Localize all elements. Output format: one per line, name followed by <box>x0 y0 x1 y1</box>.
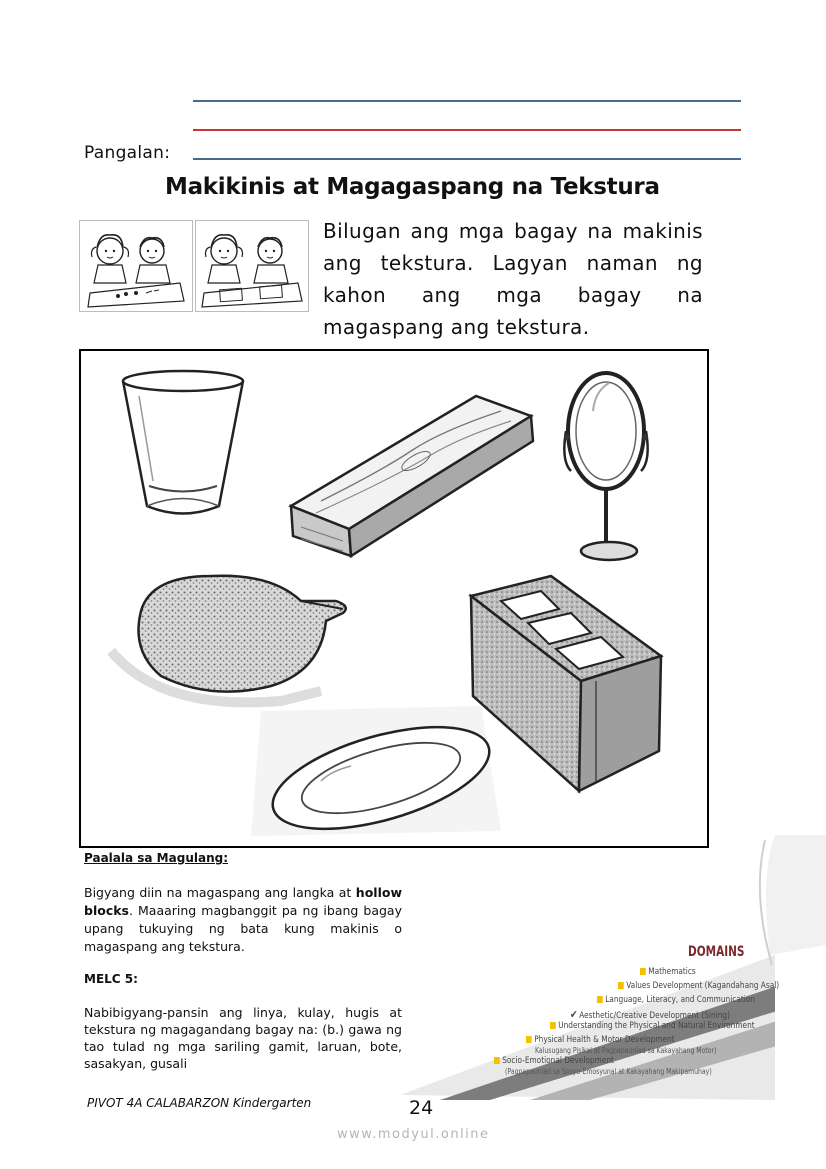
children-drawing-icon <box>195 220 309 312</box>
domains-title: DOMAINS <box>688 944 745 960</box>
bullet-square-icon <box>597 996 603 1003</box>
children-drawing-icon <box>79 220 193 312</box>
mirror-icon <box>564 373 648 560</box>
glass-icon <box>123 371 243 514</box>
domain-item: Understanding the Physical and Natural Environment <box>550 1021 755 1031</box>
domain-subtext: (Pagpapaunlad sa Sosyo-Emosyunal at Kakayahang Makipamuhay) <box>505 1067 712 1076</box>
page-title: Makikinis at Magagaspang na Tekstura <box>165 174 660 200</box>
footer-source: PIVOT 4A CALABARZON Kindergarten <box>87 1096 312 1110</box>
checkmark-icon: ✔ <box>570 1008 578 1021</box>
domain-subtext: Kalusugang Pisikal at Pagpapaunlad sa Kakayahang Motor) <box>535 1046 717 1055</box>
instruction-text: Bilugan ang mga bagay na makinis ang tekstura. Lagyan naman ng kahon ang mga bagay na magaspang ang tekstura. <box>323 219 703 339</box>
domain-item: Socio-Emotional Development <box>494 1056 614 1066</box>
picture-frame <box>79 349 709 848</box>
domain-item: Values Development (Kagandahang Asal) <box>618 981 779 991</box>
domain-item: Mathematics <box>640 967 696 977</box>
watermark: www.modyul.online <box>337 1127 490 1142</box>
emphasis-hollow-blocks: hollow blocks <box>84 885 402 918</box>
domain-item-checked: ✔ Aesthetic/Creative Development (Sining) <box>570 1008 731 1021</box>
bullet-square-icon <box>550 1022 556 1029</box>
name-label: Pangalan: <box>84 143 171 163</box>
bullet-square-icon <box>526 1036 532 1043</box>
parent-note-title: Paalala sa Magulang: <box>84 851 228 865</box>
plate-icon <box>251 706 501 846</box>
domain-item: Language, Literacy, and Communication <box>597 995 755 1005</box>
bullet-square-icon <box>640 968 646 975</box>
bullet-square-icon <box>494 1057 500 1064</box>
melc-title: MELC 5: <box>84 972 138 986</box>
hollow-block-icon <box>471 576 661 791</box>
name-line <box>193 158 741 160</box>
items-illustration <box>81 351 707 846</box>
domain-item: Physical Health & Motor Development <box>526 1035 675 1045</box>
wooden-plank-icon <box>291 396 533 556</box>
jackfruit-icon <box>111 576 346 703</box>
header-line-red <box>193 129 741 131</box>
melc-text: Nabibigyang-pansin ang linya, kulay, hugis at tekstura ng magagandang bagay na: (b.) gawa ng tao tulad ng mga sariling gamit, laruan, bote, sasakyan, gusali <box>84 1005 402 1071</box>
parent-note-text: Bigyang diin na magaspang ang langka at hollow blocks. Maaaring magbanggit pa ng ibang bagay upang tukuying ng bata kung makinis o magaspang ang tekstura. <box>84 885 402 954</box>
bullet-square-icon <box>618 982 624 989</box>
page-number: 24 <box>409 1097 434 1119</box>
header-line-top <box>193 100 741 102</box>
